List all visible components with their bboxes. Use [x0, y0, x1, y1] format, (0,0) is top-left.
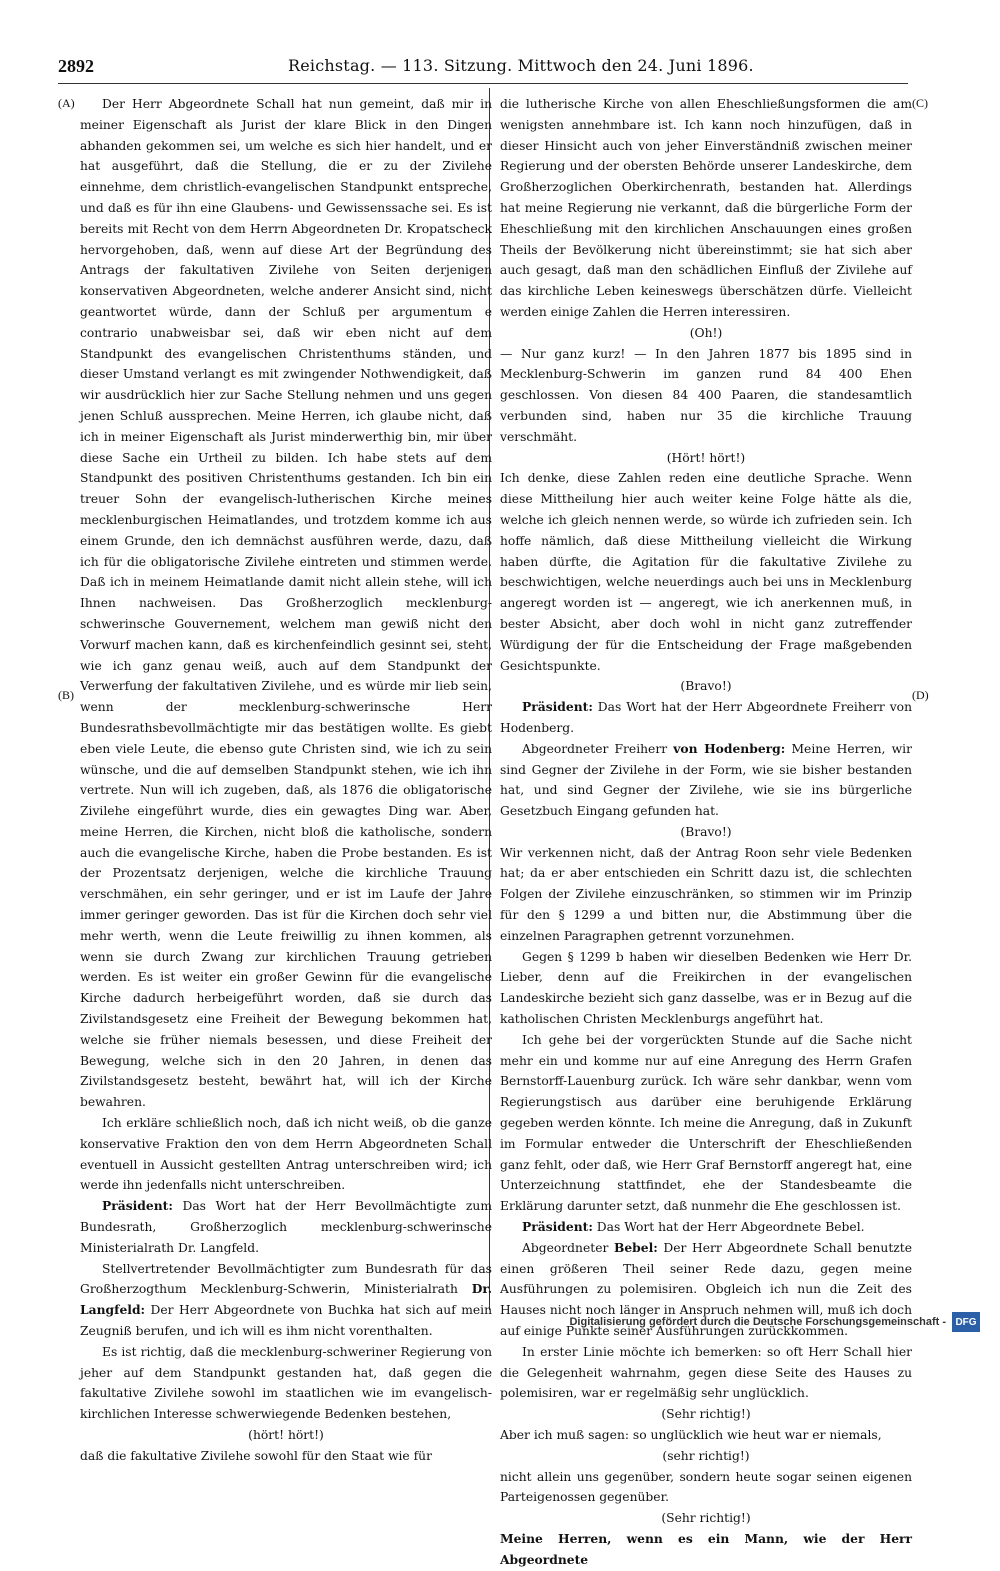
speaker-intro: Stellvertretender Bevollmächtigter zum Bundesrath für das Großherzogthum Mecklenburg-Schwerin, Ministerialrath [80, 1261, 492, 1297]
interjection: (Sehr richtig!) [661, 1511, 751, 1526]
paragraph [80, 1196, 492, 1258]
paragraph: Ich erkläre schließlich noch, daß ich nicht weiß, ob die ganze konservative Fraktion den von dem Herrn Abgeordneten Schall eventuell in Aussicht gestellten Antrag unterschreiben wird; ich werde ihn jedenfalls nicht unterschreiben. [80, 1116, 492, 1193]
right-column [500, 94, 912, 1571]
paragraph [500, 739, 912, 822]
page-number: 2892 [58, 56, 94, 76]
interjection: (Sehr richtig!) [661, 1407, 751, 1422]
paragraph-text: Meine Herren, wir sind Gegner der Zivilehe in der Form, wie sie bisher bestanden hat, und sind Gegner der Zivilehe, wie sie ins bürgerliche Gesetzbuch Eingang gefunden hat. [500, 741, 912, 819]
speaker-intro: Abgeordneter [522, 1240, 609, 1255]
speaker-label: Bebel: [613, 1239, 658, 1255]
paragraph: Meine Herren, wenn es ein Mann, wie der Herr Abgeordnete [500, 1530, 912, 1567]
left-column [80, 94, 492, 1467]
margin-mark-a: (A) [58, 96, 75, 110]
paragraph-text: Das Wort hat der Herr Bevollmächtigte zum Bundesrath, Großherzoglich mecklenburg-schwerinsche Ministerialrath Dr. Langfeld. [80, 1199, 492, 1255]
margin-mark-d: (D) [912, 688, 929, 702]
interjection: (Bravo!) [680, 679, 732, 694]
interjection: (hört! hört!) [248, 1428, 324, 1442]
running-head: Reichstag. — 113. Sitzung. Mittwoch den 24. Juni 1896. [288, 56, 754, 75]
speaker-label: von Hodenberg: [673, 740, 786, 756]
paragraph: Wir verkennen nicht, daß der Antrag Roon sehr viele Bedenken hat; da er aber entschieden ein Schritt dazu ist, die schlechten Folgen der Zivilehe einzuschränken, so stimmen wir im Prinzip für den § 1299 a und bitten nur, die Abstimmung über die einzelnen Paragraphen getrennt vorzunehmen. [500, 845, 912, 943]
paragraph-text: Das Wort hat der Herr Abgeordnete Bebel. [596, 1220, 865, 1235]
header-rule [58, 83, 908, 84]
paragraph: die lutherische Kirche von allen Eheschließungsformen die am wenigsten annehmbare ist. Ich kann noch hinzufügen, daß in dieser Hinsicht auch von jeher Einverständniß zwischen meiner Regierung und der obersten Behörde unserer Landeskirche, dem Großherzoglichen Oberkirchenrath, bestanden hat. Allerdings hat meine Regierung nie verkannt, daß die bürgerliche Form der Eheschließung mit den kirchlichen Anschauungen eines großen Theils der Bevölkerung nicht übereinstimmt; sie hat sich aber auch gesagt, daß man den schädlichen Einfluß der Zivilehe auf das kirchliche Leben keineswegs überschätzen dürfe. Vielleicht werden einige Zahlen die Herren interessiren. [500, 97, 912, 319]
page-header [58, 56, 908, 78]
paragraph: daß die fakultative Zivilehe sowohl für den Staat wie für [80, 1448, 432, 1463]
footer [569, 1312, 980, 1332]
paragraph: In erster Linie möchte ich bemerken: so oft Herr Schall hier die Gelegenheit wahrnahm, gegen diese Seite des Hauses zu polemisiren, war er regelmäßig sehr unglücklich. [500, 1344, 912, 1401]
margin-mark-b: (B) [58, 688, 74, 702]
paragraph [500, 1217, 912, 1238]
paragraph: Es ist richtig, daß die mecklenburg-schweriner Regierung von jeher auf dem Standpunkt gestanden hat, daß gegen die fakultative Zivilehe sowohl im staatlichen wie im evangelisch-kirchlichen Interesse schwerwiegende Bedenken bestehen, [80, 1344, 492, 1422]
paragraph [500, 697, 912, 739]
speaker-label: Präsident: [102, 1198, 173, 1214]
paragraph: Ich denke, diese Zahlen reden eine deutliche Sprache. Wenn diese Mittheilung hier auch weiter keine Folge hätte als die, welche ich gleich nennen werde, so würde ich zufrieden sein. Ich hoffe nämlich, daß diese Mittheilung vielleicht die Wirkung haben dürfte, die Agitation für die fakultative Zivilehe zu beschwichtigen, welche neuerdings auch bei uns in Mecklenburg angeregt worden ist — angeregt, wie ich anerkennen muß, in bester Absicht, aber doch wohl in nicht ganz zutreffender Würdigung der für die Entscheidung der Frage maßgebenden Gesichtspunkte. [500, 471, 912, 673]
speaker-label: Dr. Langfeld: [80, 1281, 492, 1318]
dfg-logo[interactable]: DFG [952, 1312, 980, 1332]
paragraph [80, 1259, 492, 1342]
paragraph-text: Der Herr Abgeordnete Schall benutzte einen größeren Theil seiner Rede dazu, gegen meine Ausführungen zu polemisiren. Obgleich ich nun die Zeit des Hauses nicht noch länger in Anspruch nehmen will, muß ich doch auf einige Punkte seiner Ausführungen zurückkommen. [500, 1240, 912, 1339]
paragraph: Ich gehe bei der vorgerückten Stunde auf die Sache nicht mehr ein und komme nur auf eine Anregung des Herrn Grafen Bernstorff-Lauenburg zurück. Ich wäre sehr dankbar, wenn vom Regierungstisch aus darüber eine beruhigende Erklärung gegeben werden könnte. Ich meine die Anregung, daß in Zukunft im Formular entweder die Unterschrift der Eheschließenden ganz fehlt, oder daß, wie Herr Graf Bernstorff angeregt hat, eine Unterzeichnung stattfindet, ehe der Standesbeamte die Erklärung darunter setzt, daß nunmehr die Ehe geschlossen ist. [500, 1032, 912, 1214]
paragraph-text: Das Wort hat der Herr Abgeordnete Freiherr von Hodenberg. [500, 700, 912, 735]
speaker-intro: Abgeordneter Freiherr [522, 741, 668, 756]
speaker-label: Präsident: [522, 1219, 593, 1235]
paragraph: Der Herr Abgeordnete Schall hat nun gemeint, daß mir in meiner Eigenschaft als Jurist der klare Blick in den Dingen abhanden gekommen sei, um welche es sich hier handelt, und er hat ausgeführt, daß die Stellung, die er zu der Zivilehe einnehme, dem christlich-evangelischen Standpunkt entspreche, und daß es für ihn eine Glaubens- und Gewissenssache sei. Es ist bereits mit Recht von dem Herrn Abgeordneten Dr. Kropatscheck hervorgehoben, daß, wenn auf diese Art der Begründung des Antrags der fakultativen Zivilehe von Seiten derjenigen konservativen Abgeordneten, welche anderer Ansicht sind, nicht geantwortet würde, dann der Schluß per argumentum e contrario unabweisbar sei, daß wir eben nicht auf dem Standpunkt des evangelischen Christenthums ständen, und dieser Umstand verlangt es mit zwingender Nothwendigkeit, daß wir ausdrücklich hier zur Sache Stellung nehmen und uns gegen jenen Schluß aussprechen. Meine Herren, ich glaube nicht, daß ich in meiner Eigenschaft als Jurist minderwerthig bin, mir über diese Sache ein Urtheil zu bilden. Ich habe stets auf dem Standpunkt des positiven Christenthums gestanden. Ich bin ein treuer Sohn der evangelisch-lutherischen Kirche meines mecklenburgischen Heimatlandes, und trotzdem komme ich aus einem Grunde, den ich demnächst ausführen werde, dazu, daß ich für die obligatorische Zivilehe eintreten und stimmen werde. Daß ich in meinem Heimatlande damit nicht allein stehe, will ich Ihnen nachweisen. Das Großherzoglich mecklenburg-schwerinsche Gouvernement, welchem man gewiß nicht den Vorwurf machen kann, daß es kirchenfeindlich gesinnt sei, steht, wie ich ganz genau weiß, auch auf dem Standpunkt der Verwerfung der fakultativen Zivilehe, und es würde mir lieb sein, wenn der mecklenburg-schwerinsche Herr Bundesrathsbevollmächtigte mir das bestätigen wollte. Es giebt eben viele Leute, die ebenso gute Christen sind, wie ich zu sein wünsche, und die auf demselben Standpunkt stehen, wie ich ihn vertrete. Nun will ich zugeben, daß, als 1876 die obligatorische Zivilehe eingeführt wurde, dies ein gewagtes Ding war. Aber, meine Herren, die Kirchen, nicht bloß die katholische, sondern auch die evangelische Kirche, haben die Probe bestanden. Es ist der Prozentsatz derjenigen, welche die kirchliche Trauung verschmähen, ein sehr geringer, und er ist im Laufe der Jahre immer geringer geworden. Das ist für die Kirchen doch sehr viel mehr werth, wenn die Leute freiwillig zu ihnen kommen, als wenn sie durch Zwang zur kirchlichen Trauung getrieben werden. Es ist weiter ein großer Gewinn für die evangelische Kirche dadurch herbeigeführt worden, daß sie durch das Zivilstandsgesetz eine Freiheit der Bewegung bekommen hat, welche sie früher niemals besessen, und diese Freiheit der Bewegung, welche sich in den 20 Jahren, in denen das Zivilstandsgesetz besteht, bewährt hat, will ich der Kirche bewahren. [80, 97, 492, 1110]
paragraph-text: Der Herr Abgeordnete von Buchka hat sich auf mein Zeugniß berufen, und ich will es ihm nicht vorenthalten. [80, 1303, 492, 1339]
speaker-label: Präsident: [522, 699, 593, 715]
interjection: (Oh!) [689, 325, 723, 340]
paragraph: — Nur ganz kurz! — In den Jahren 1877 bis 1895 sind in Mecklenburg-Schwerin im ganzen rund 84 400 Ehen geschlossen. Von diesen 84 400 Paaren, die standesamtlich verbunden sind, haben nur 35 die kirchliche Trauung verschmäht. [500, 346, 912, 444]
footer-credit: Digitalisierung gefördert durch die Deutsche Forschungsgemeinschaft - [569, 1316, 946, 1328]
margin-mark-c: (C) [912, 96, 928, 110]
interjection: (sehr richtig!) [662, 1448, 750, 1463]
paragraph: Aber ich muß sagen: so unglücklich wie heut war er niemals, [500, 1428, 882, 1442]
interjection: (Hört! hört!) [666, 450, 746, 465]
interjection: (Bravo!) [680, 824, 732, 839]
paragraph: Gegen § 1299 b haben wir dieselben Bedenken wie Herr Dr. Lieber, denn auf die Freikirchen in der evangelischen Landeskirche bezieht sich ganz dasselbe, was er in Bezug auf die katholischen Christen Mecklenburgs angeführt hat. [500, 949, 912, 1027]
paragraph: nicht allein uns gegenüber, sondern heute sogar seinen eigenen Parteigenossen gegenüber. [500, 1469, 912, 1505]
